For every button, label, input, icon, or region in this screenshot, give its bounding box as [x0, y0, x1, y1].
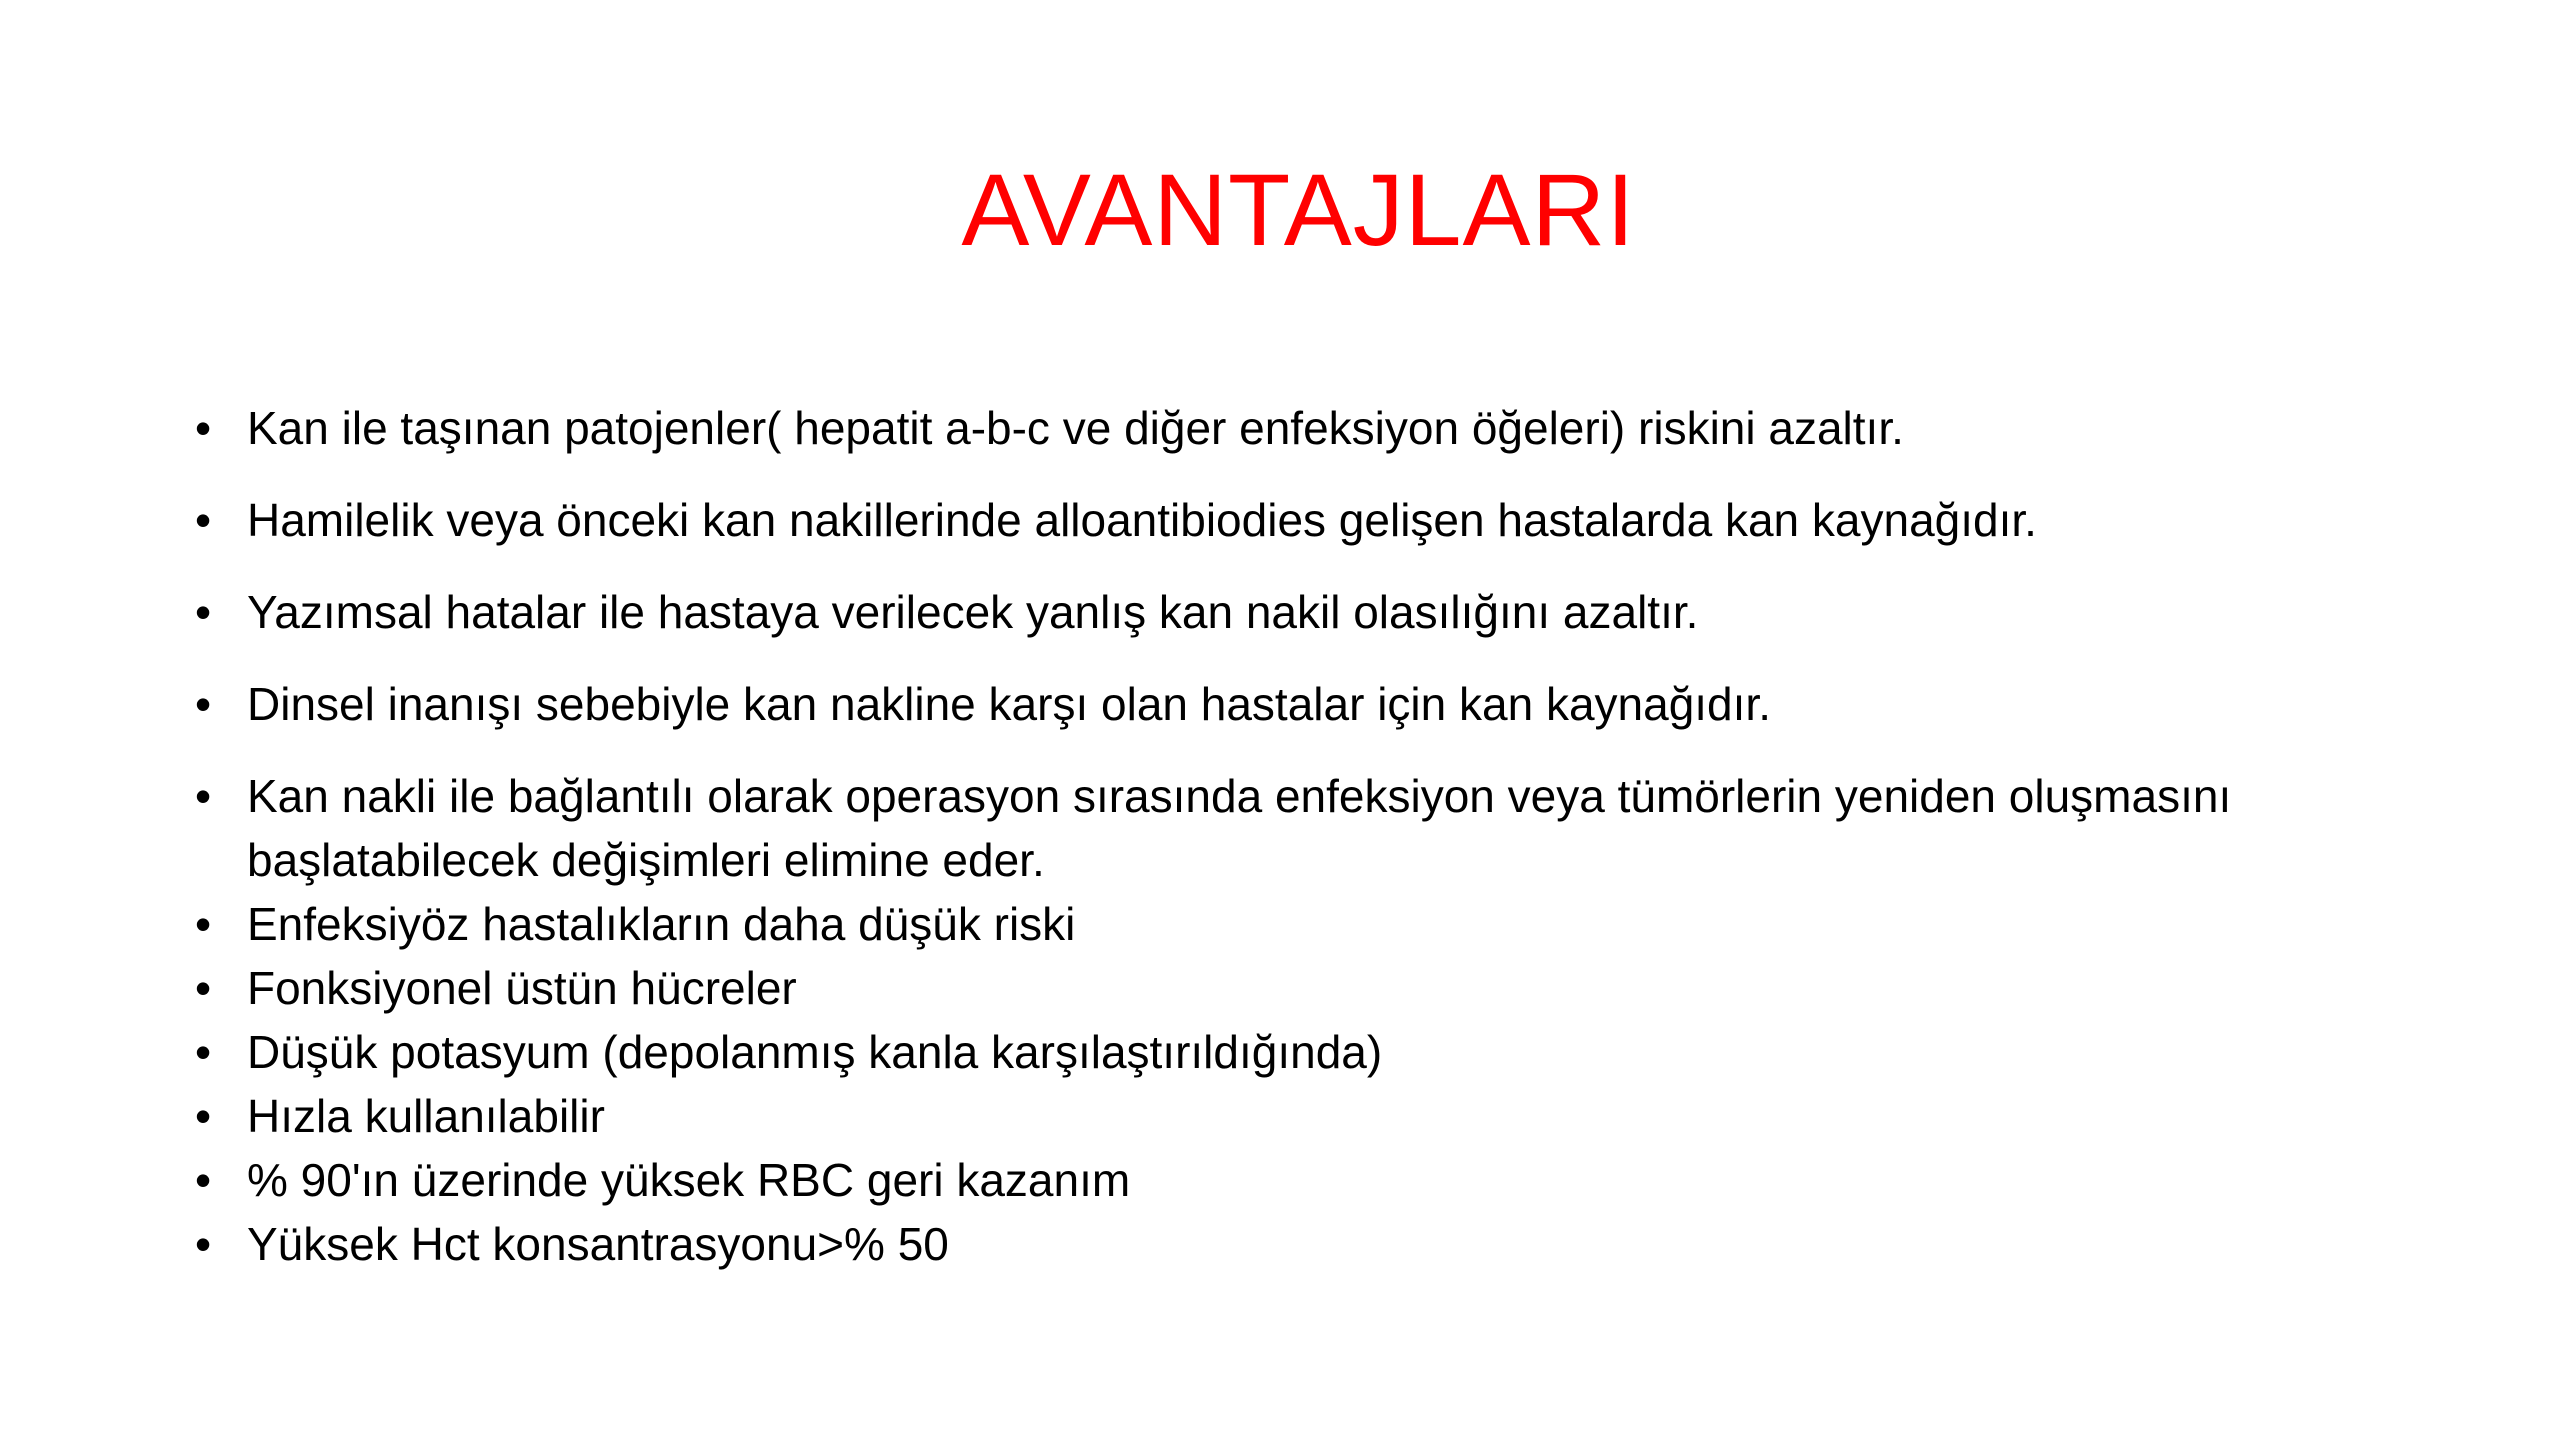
bullet-list: [195, 396, 2445, 1276]
bullet-dot-icon: •: [195, 678, 212, 730]
bullet-item: [195, 488, 2445, 552]
bullet-item: [195, 1148, 2445, 1212]
bullet-text: Hamilelik veya önceki kan nakillerinde alloantibiodies gelişen hastalarda kan kaynağıdır.: [247, 494, 2037, 546]
bullet-item: [195, 672, 2445, 736]
bullet-text: Hızla kullanılabilir: [247, 1090, 605, 1142]
bullet-text: Yüksek Hct konsantrasyonu>% 50: [247, 1218, 949, 1270]
bullet-item: [195, 764, 2445, 892]
bullet-dot-icon: •: [195, 770, 212, 822]
bullet-text: Kan ile taşınan patojenler( hepatit a-b-c ve diğer enfeksiyon öğeleri) riskini azaltır.: [247, 402, 1904, 454]
bullet-item: [195, 1084, 2445, 1148]
bullet-text: Fonksiyonel üstün hücreler: [247, 962, 797, 1014]
bullet-dot-icon: •: [195, 962, 212, 1014]
bullet-dot-icon: •: [195, 1090, 212, 1142]
bullet-item: [195, 1212, 2445, 1276]
bullet-dot-icon: •: [195, 1154, 212, 1206]
bullet-text: Enfeksiyöz hastalıkların daha düşük riski: [247, 898, 1076, 950]
bullet-text: Düşük potasyum (depolanmış kanla karşılaştırıldığında): [247, 1026, 1383, 1078]
bullet-text: Kan nakli ile bağlantılı olarak operasyon sırasında enfeksiyon veya tümörlerin yeniden oluşmasını başlatabilecek değişimleri elimine eder.: [247, 770, 2232, 886]
bullet-dot-icon: •: [195, 586, 212, 638]
bullet-item: [195, 396, 2445, 460]
slide-title: AVANTAJLARI: [961, 153, 1636, 267]
bullet-item: [195, 892, 2445, 956]
bullet-item: [195, 1020, 2445, 1084]
bullet-text: Dinsel inanışı sebebiyle kan nakline karşı olan hastalar için kan kaynağıdır.: [247, 678, 1771, 730]
bullet-dot-icon: •: [195, 898, 212, 950]
bullet-dot-icon: •: [195, 494, 212, 546]
bullet-dot-icon: •: [195, 1026, 212, 1078]
bullet-text: Yazımsal hatalar ile hastaya verilecek yanlış kan nakil olasılığını azaltır.: [247, 586, 1699, 638]
bullet-dot-icon: •: [195, 402, 212, 454]
bullet-item: [195, 956, 2445, 1020]
bullet-item: [195, 580, 2445, 644]
bullet-dot-icon: •: [195, 1218, 212, 1270]
bullet-text: % 90'ın üzerinde yüksek RBC geri kazanım: [247, 1154, 1131, 1206]
